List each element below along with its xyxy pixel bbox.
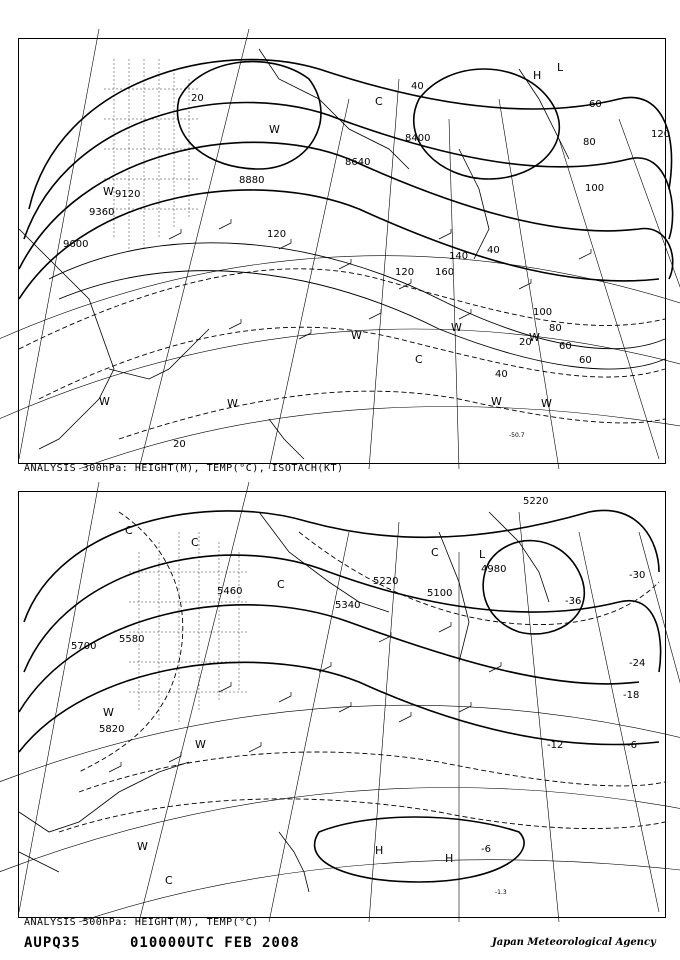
isotach-label: 60 [559, 341, 572, 352]
pressure-symbol: H [375, 844, 384, 857]
pressure-symbol: W [351, 329, 362, 342]
pressure-symbol: C [191, 536, 199, 549]
height-label: 5220 [373, 576, 399, 587]
temp-point-label: -50.7 [509, 432, 525, 439]
isotach-label: 40 [411, 81, 424, 92]
map-300hpa [18, 38, 671, 464]
caption-500hpa: ANALYSIS 500hPa: HEIGHT(M), TEMP(°C) [24, 917, 259, 928]
height-label: 5460 [217, 586, 243, 597]
coastlines-500 [19, 512, 549, 892]
pressure-symbol: H [445, 852, 454, 865]
isotach-label: 120 [651, 129, 671, 140]
map-500hpa [18, 491, 666, 918]
temp-label: -30 [629, 570, 646, 581]
temp-label: -12 [547, 740, 564, 751]
isotach-label: 140 [449, 251, 469, 262]
isotach-label: 60 [579, 355, 592, 366]
height-label: 5100 [427, 588, 453, 599]
isotach-label: 80 [583, 137, 596, 148]
isotach-label: 40 [487, 245, 500, 256]
isotach-label: 100 [533, 307, 553, 318]
temp-label: -6 [627, 740, 637, 751]
height-label: 9120 [115, 189, 141, 200]
height-label: 5580 [119, 634, 145, 645]
pressure-symbol: W [137, 840, 148, 853]
pressure-symbol: W [529, 331, 540, 344]
pressure-symbol: L [479, 548, 486, 561]
product-code: AUPQ35 [24, 935, 81, 951]
isotach-label: 40 [495, 369, 508, 380]
height-label: 5820 [99, 724, 125, 735]
pressure-symbol: C [165, 874, 173, 887]
pressure-symbol: C [375, 95, 383, 108]
caption-300hpa: ANALYSIS 300hPa: HEIGHT(M), TEMP(°C), ISOTACH(KT) [24, 463, 344, 474]
height-label: 5700 [71, 641, 97, 652]
temp-label: -6 [481, 844, 491, 855]
pressure-symbol: W [99, 395, 110, 408]
wind-barbs-500 [109, 622, 501, 772]
isotach-label: 60 [589, 99, 602, 110]
isotach-label: 20 [519, 337, 532, 348]
isotach-label: 120 [267, 229, 287, 240]
pressure-symbol: W [227, 397, 238, 410]
height-label: 9360 [89, 207, 115, 218]
pressure-symbol: W [195, 738, 206, 751]
height-label: 9600 [63, 239, 89, 250]
height-label: 5220 [523, 496, 549, 507]
hatch-300 [104, 59, 199, 249]
isotach-label: 80 [549, 323, 562, 334]
pressure-symbol: W [491, 395, 502, 408]
pressure-symbol: W [269, 123, 280, 136]
pressure-symbol: H [533, 69, 542, 82]
height-label: 8880 [239, 175, 265, 186]
isotach-contours-300 [49, 243, 665, 369]
valid-time: 010000UTC FEB 2008 [130, 935, 300, 951]
isotach-label: 120 [395, 267, 415, 278]
height-label: 4980 [481, 564, 507, 575]
graticule-500 [0, 482, 680, 922]
wind-barbs-300 [169, 219, 591, 339]
hatch-500 [129, 532, 249, 722]
map-500hpa-canvas [19, 492, 665, 917]
pressure-symbol: W [103, 185, 114, 198]
pressure-symbol: L [557, 61, 564, 74]
height-contours-500 [19, 510, 661, 882]
pressure-symbol: W [103, 706, 114, 719]
isotach-label: 100 [585, 183, 605, 194]
temp-contours-300 [19, 269, 665, 439]
temp-label: -18 [623, 690, 640, 701]
temp-contours-500 [59, 512, 665, 832]
pressure-symbol: W [541, 397, 552, 410]
pressure-symbol: C [431, 546, 439, 559]
isotach-label: 160 [435, 267, 455, 278]
obs-label: -1.3 [495, 889, 507, 896]
map-300hpa-canvas [19, 39, 671, 463]
isotach-label: 20 [191, 93, 204, 104]
height-contours-300 [19, 60, 673, 299]
pressure-symbol: C [125, 524, 133, 537]
temp-label: -24 [629, 658, 646, 669]
pressure-symbol: C [415, 353, 423, 366]
agency-credit: Japan Meteorological Agency [492, 937, 656, 948]
isotach-label: 20 [173, 439, 186, 450]
pressure-symbol: W [451, 321, 462, 334]
height-label: 8400 [405, 133, 431, 144]
temp-label: -36 [565, 596, 582, 607]
height-label: 8640 [345, 157, 371, 168]
pressure-symbol: C [277, 578, 285, 591]
height-label: 5340 [335, 600, 361, 611]
